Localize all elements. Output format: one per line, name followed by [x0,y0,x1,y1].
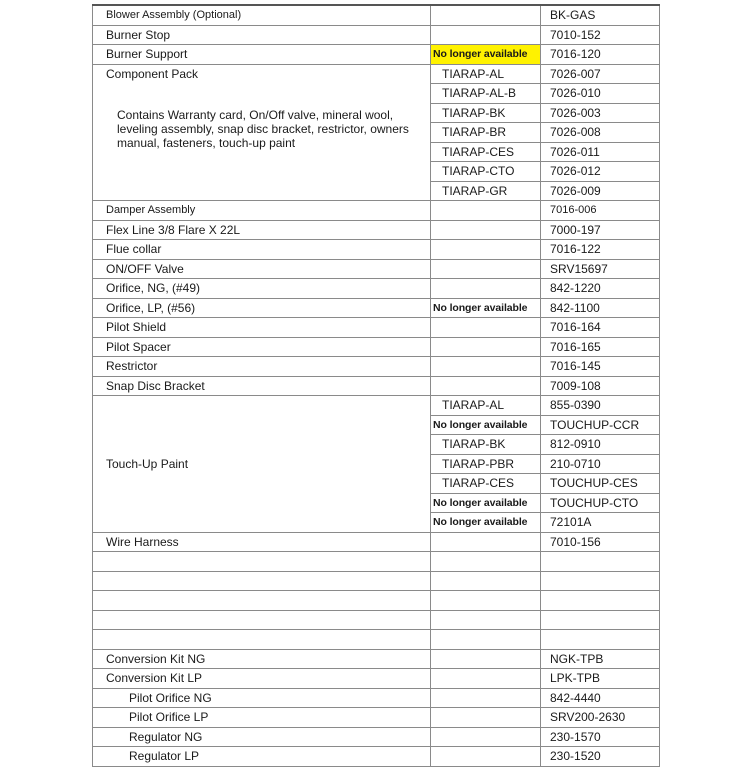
variant-cell [431,747,541,767]
variant-cell [431,532,541,552]
part-number: 7016-120 [541,45,660,65]
part-number: 7000-197 [541,220,660,240]
variant-cell [431,220,541,240]
part-name: Restrictor [93,357,431,377]
part-number: 230-1570 [541,727,660,747]
variant-code: TIARAP-CES [431,474,541,494]
variant-cell [431,201,541,221]
part-number: 842-4440 [541,688,660,708]
part-name: Damper Assembly [93,201,431,221]
empty-cell [541,571,660,591]
empty-cell [431,591,541,611]
part-number: 812-0910 [541,435,660,455]
table-row [93,5,660,25]
variant-cell [431,708,541,728]
empty-cell [93,552,431,572]
table-row [93,376,660,396]
part-name: Flue collar [93,240,431,260]
empty-cell [93,630,431,650]
variant-code: TIARAP-CES [431,142,541,162]
variant-code: TIARAP-AL [431,64,541,84]
part-name: Regulator NG [93,727,431,747]
part-number: 7026-010 [541,84,660,104]
empty-row [93,591,660,611]
part-name: Orifice, NG, (#49) [93,279,431,299]
empty-cell [93,571,431,591]
part-number: 7026-007 [541,64,660,84]
variant-cell [431,688,541,708]
part-name: Pilot Spacer [93,337,431,357]
variant-code: TIARAP-BR [431,123,541,143]
variant-cell [431,5,541,25]
part-name: Conversion Kit NG [93,649,431,669]
part-number: 7016-164 [541,318,660,338]
part-number: 7026-009 [541,181,660,201]
variant-code: TIARAP-GR [431,181,541,201]
variant-cell [431,240,541,260]
part-number: NGK-TPB [541,649,660,669]
availability-status: No longer available [431,493,541,513]
availability-status: No longer available [431,415,541,435]
part-number: BK-GAS [541,5,660,25]
variant-cell [431,669,541,689]
part-number: SRV200-2630 [541,708,660,728]
variant-cell [431,259,541,279]
table-row [93,708,660,728]
empty-cell [431,552,541,572]
part-name: Component Pack [106,66,199,81]
variant-code: TIARAP-BK [431,103,541,123]
part-number: LPK-TPB [541,669,660,689]
empty-cell [93,610,431,630]
variant-code: TIARAP-AL [431,396,541,416]
part-number: 210-0710 [541,454,660,474]
empty-cell [93,591,431,611]
variant-cell [431,649,541,669]
part-number: 72101A [541,513,660,533]
part-number: 842-1100 [541,298,660,318]
table-row [93,357,660,377]
part-number: 7016-165 [541,337,660,357]
table-row [93,688,660,708]
variant-code: TIARAP-CTO [431,162,541,182]
component-pack-cell [93,64,431,201]
table-row [93,279,660,299]
part-number: 230-1520 [541,747,660,767]
empty-row [93,610,660,630]
part-name: Touch-Up Paint [93,396,431,533]
part-number: TOUCHUP-CCR [541,415,660,435]
table-row [93,727,660,747]
table-row [93,747,660,767]
part-number: 842-1220 [541,279,660,299]
part-number: 7026-011 [541,142,660,162]
variant-cell [431,376,541,396]
empty-cell [541,630,660,650]
empty-row [93,552,660,572]
part-number: TOUCHUP-CES [541,474,660,494]
part-number: 7016-145 [541,357,660,377]
table-row [93,25,660,45]
empty-cell [541,610,660,630]
variant-code: TIARAP-AL-B [431,84,541,104]
table-row [93,318,660,338]
table-row [93,649,660,669]
table-row [93,64,660,84]
table-row [93,220,660,240]
variant-cell [431,727,541,747]
part-number: 7026-003 [541,103,660,123]
empty-cell [541,552,660,572]
part-name: Snap Disc Bracket [93,376,431,396]
part-number: 7009-108 [541,376,660,396]
part-name: Pilot Orifice NG [93,688,431,708]
part-number: 855-0390 [541,396,660,416]
variant-cell [431,318,541,338]
variant-cell [431,25,541,45]
part-name: Wire Harness [93,532,431,552]
part-name: Pilot Shield [93,318,431,338]
part-name: Flex Line 3/8 Flare X 22L [93,220,431,240]
table-row [93,45,660,65]
variant-cell [431,337,541,357]
empty-cell [431,610,541,630]
part-name: Burner Support [93,45,431,65]
part-number: 7026-012 [541,162,660,182]
component-pack-note: Contains Warranty card, On/Off valve, mineral wool, leveling assembly, snap disc bracket, restrictor, owners manual, fasteners, touch-up paint [117,107,409,150]
part-number: TOUCHUP-CTO [541,493,660,513]
table-row [93,396,660,416]
part-name: Blower Assembly (Optional) [93,5,431,25]
part-name: Pilot Orifice LP [93,708,431,728]
part-name: Burner Stop [93,25,431,45]
table-row [93,298,660,318]
parts-table [92,4,660,767]
empty-cell [431,630,541,650]
table-row [93,201,660,221]
part-number: SRV15697 [541,259,660,279]
table-row [93,337,660,357]
part-number: 7026-008 [541,123,660,143]
part-name: Orifice, LP, (#56) [93,298,431,318]
variant-cell [431,279,541,299]
variant-code: TIARAP-BK [431,435,541,455]
part-number: 7016-006 [541,201,660,221]
variant-code: TIARAP-PBR [431,454,541,474]
availability-status: No longer available [431,513,541,533]
part-name: Regulator LP [93,747,431,767]
availability-status: No longer available [431,298,541,318]
empty-row [93,630,660,650]
part-name: ON/OFF Valve [93,259,431,279]
availability-status: No longer available [431,45,541,65]
part-name: Conversion Kit LP [93,669,431,689]
part-number: 7016-122 [541,240,660,260]
table-row [93,240,660,260]
part-number: 7010-156 [541,532,660,552]
empty-cell [431,571,541,591]
part-number: 7010-152 [541,25,660,45]
empty-row [93,571,660,591]
table-row [93,532,660,552]
variant-cell [431,357,541,377]
table-row [93,259,660,279]
table-row [93,669,660,689]
empty-cell [541,591,660,611]
